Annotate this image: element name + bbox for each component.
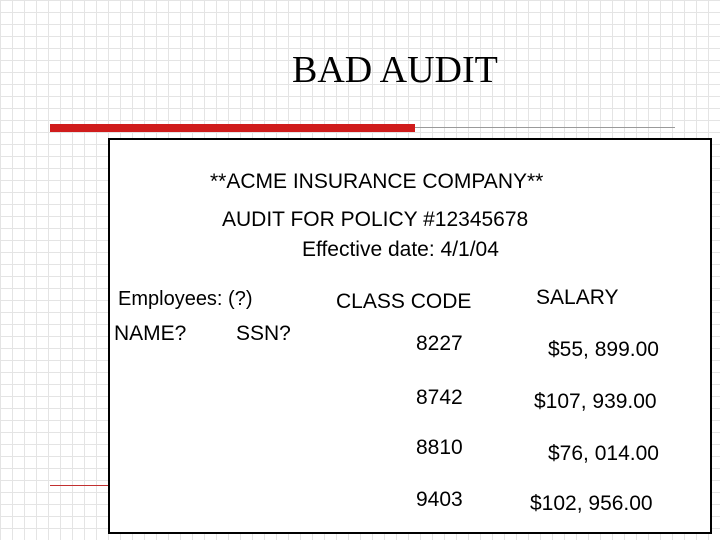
slide-title: BAD AUDIT — [292, 49, 498, 91]
employees-label: Employees: (?) — [118, 288, 253, 310]
class-code-cell: 8227 — [416, 332, 463, 355]
salary-cell: $107, 939.00 — [534, 390, 657, 413]
audit-panel — [108, 138, 712, 534]
class-code-cell: 8742 — [416, 386, 463, 409]
title-underline-rule — [415, 127, 675, 128]
salary-cell: $55, 899.00 — [548, 338, 659, 361]
bottom-rule — [50, 485, 110, 486]
class-code-header: CLASS CODE — [336, 290, 472, 313]
class-code-cell: 9403 — [416, 488, 463, 511]
ssn-label: SSN? — [236, 322, 291, 345]
salary-header: SALARY — [536, 286, 619, 309]
policy-line: AUDIT FOR POLICY #12345678 — [222, 208, 529, 231]
effective-date: Effective date: 4/1/04 — [302, 238, 499, 261]
title-underline-accent — [50, 124, 415, 132]
name-label: NAME? — [114, 322, 187, 345]
class-code-cell: 8810 — [416, 436, 463, 459]
salary-cell: $102, 956.00 — [530, 492, 653, 515]
salary-cell: $76, 014.00 — [548, 442, 659, 465]
company-name: **ACME INSURANCE COMPANY** — [210, 170, 544, 193]
